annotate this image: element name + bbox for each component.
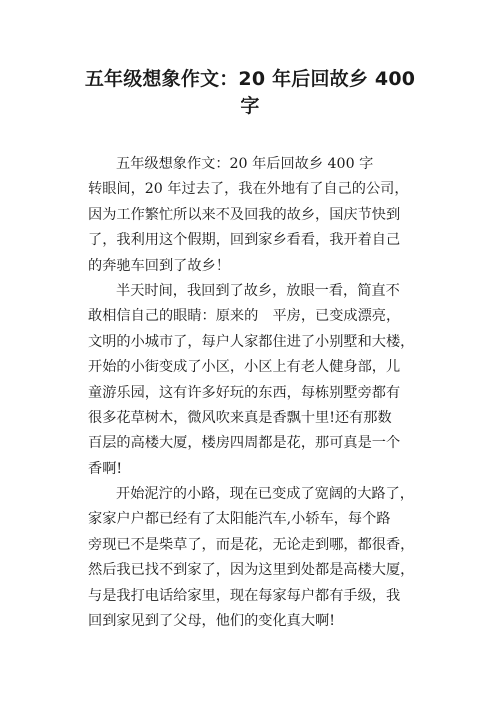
paragraph-line: 回到家见到了父母，他们的变化真大啊! — [88, 613, 335, 630]
paragraph-line: 香啊! — [88, 460, 123, 477]
paragraph-line: 与是我打电话给家里，现在每家每户都有手级，我 — [88, 587, 401, 604]
document-title — [40, 66, 460, 120]
title-line-1: 五年级想象作文：20 年后回故乡 400 — [84, 68, 416, 90]
paragraph-line: 童游乐园，这有许多好玩的东西，每栋别墅旁都有 — [88, 384, 401, 401]
paragraph-line: 敢相信自己的眼睛：原来的 平房，已变成漂亮， — [88, 308, 401, 325]
paragraph-line: 然后我已找不到家了，因为这里到处都是高楼大厦， — [88, 562, 415, 579]
paragraph-line: 了，我利用这个假期，回到家乡看看，我开着自己 — [88, 232, 401, 249]
paragraph-line: 百层的高楼大厦，楼房四周都是花，那可真是一个 — [88, 435, 401, 452]
paragraph-line: 家家户户都已经有了太阳能汽车,小轿车，每个路 — [88, 511, 391, 528]
paragraph-line: 旁现已不是柴草了，而是花，无论走到哪，都很香， — [88, 536, 415, 553]
paragraph-line: 转眼间，20 年过去了，我在外地有了自己的公司， — [88, 181, 409, 198]
paragraph-line: 文明的小城市了，每户人家都住进了小别墅和大楼， — [88, 333, 415, 350]
paragraph-line: 因为工作繁忙所以来不及回我的故乡，国庆节快到 — [88, 206, 401, 223]
paragraph-line: 很多花草树木，微风吹来真是香飘十里!还有那数 — [88, 409, 392, 426]
title-line-2: 字 — [240, 95, 260, 117]
paragraph-line: 开始的小街变成了小区，小区上有老人健身部，儿 — [88, 359, 401, 376]
paragraph-line: 的奔驰车回到了故乡！ — [88, 257, 230, 274]
paragraph-line: 半天时间，我回到了故乡，放眼一看，简直不 — [116, 282, 400, 299]
paragraph-line: 五年级想象作文：20 年后回故乡 400 字 — [116, 156, 374, 172]
paragraph-line: 开始泥泞的小路，现在已变成了宽阔的大路了， — [116, 486, 414, 503]
document-body — [88, 152, 433, 634]
